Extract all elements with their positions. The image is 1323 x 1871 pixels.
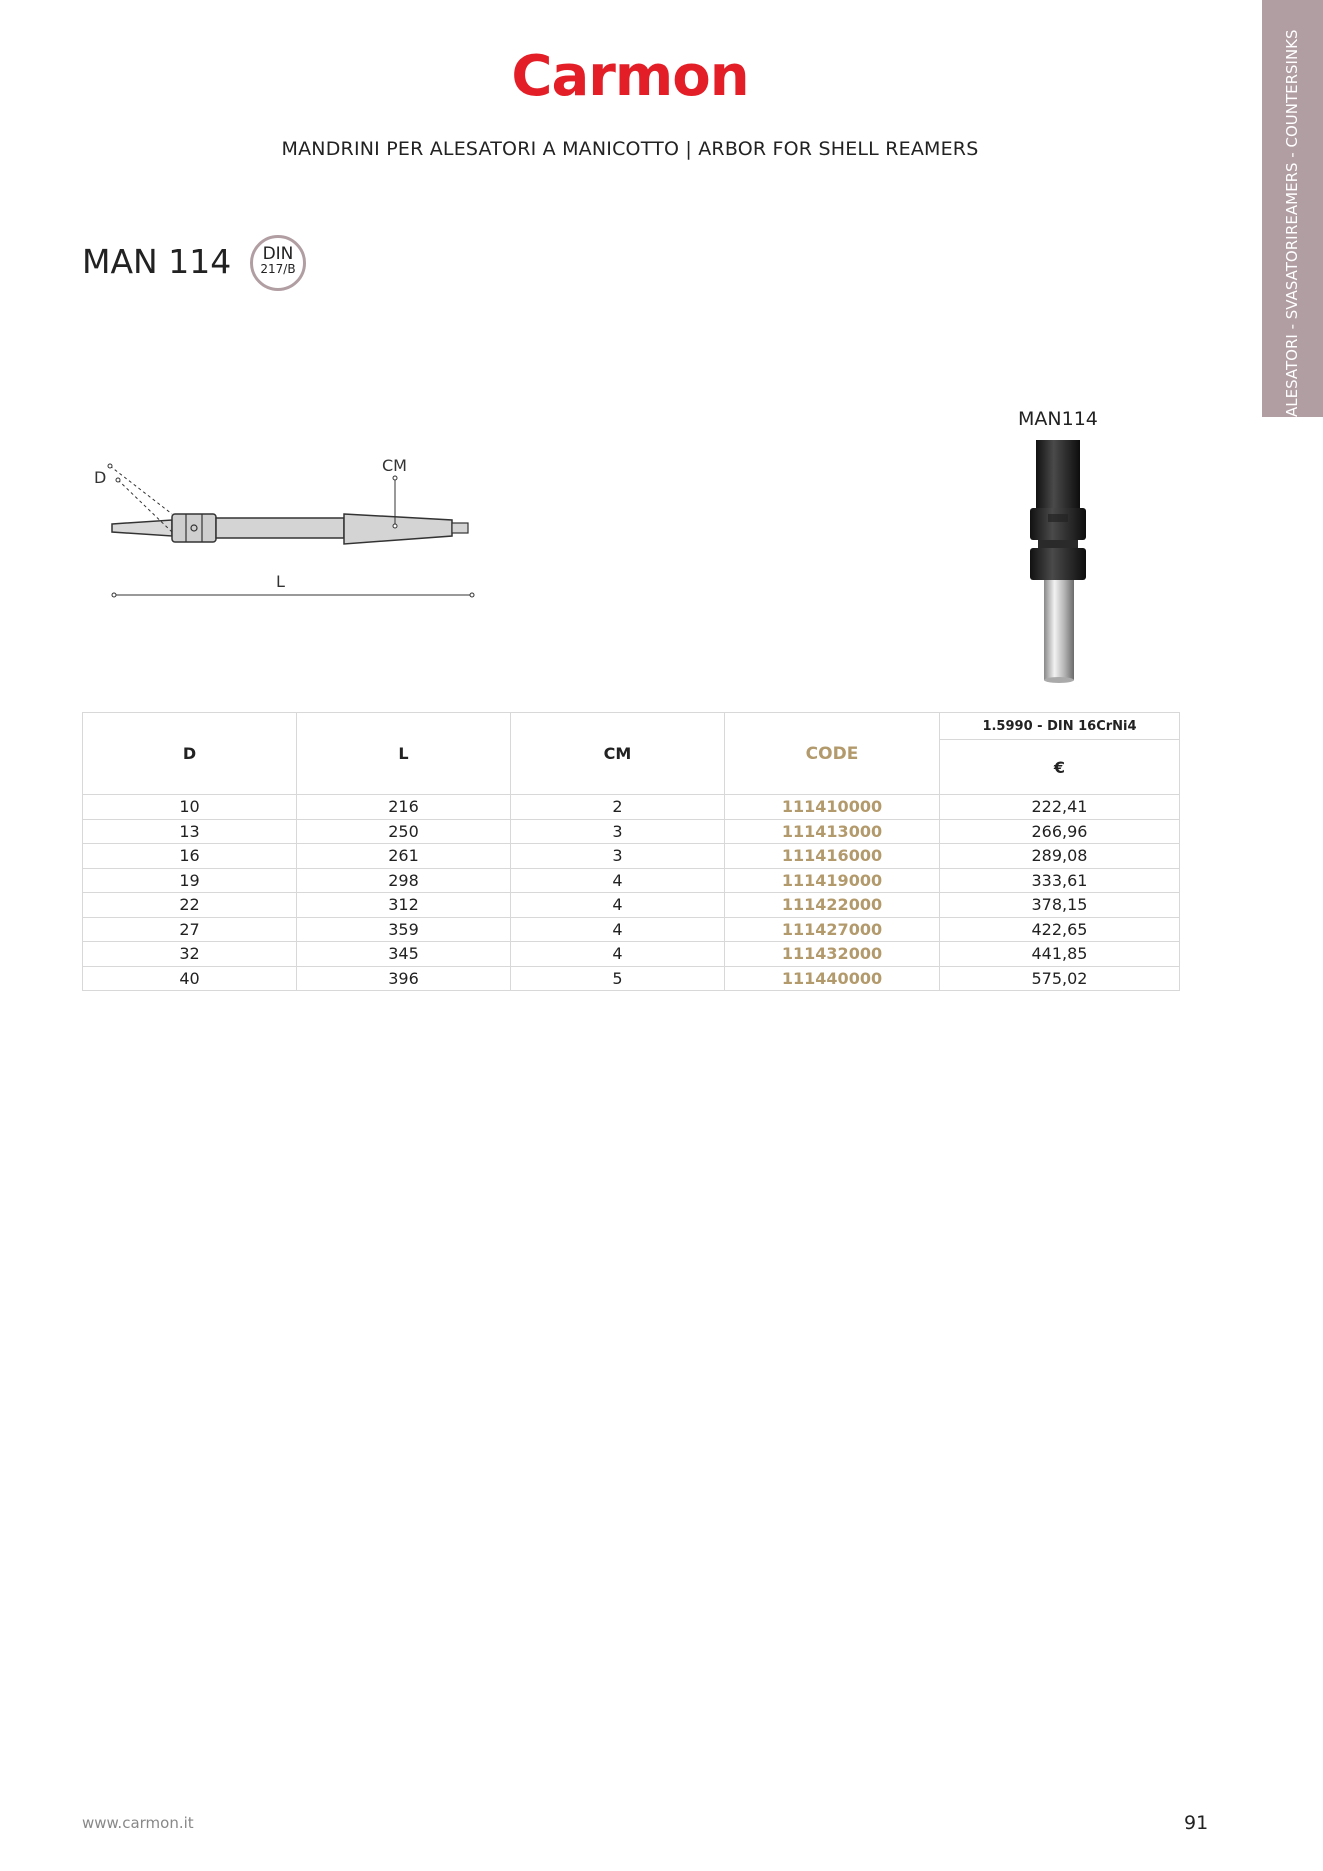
cell-code: 111422000: [725, 893, 940, 918]
din-badge-line2: 217/B: [260, 262, 296, 276]
cell-d: 40: [83, 966, 297, 991]
drawing-label-cm: CM: [382, 456, 407, 475]
din-badge-line1: DIN: [262, 244, 294, 264]
cell-cm: 5: [511, 966, 725, 991]
carmon-logo: Carmon: [511, 44, 749, 109]
cell-code: 111419000: [725, 868, 940, 893]
table-row: [83, 795, 1180, 820]
drawing-label-d: D: [94, 468, 107, 487]
din-standard-badge: [250, 235, 306, 291]
cell-d: 32: [83, 942, 297, 967]
photo-label: MAN114: [1018, 408, 1098, 430]
cell-price: 575,02: [940, 966, 1180, 991]
cell-cm: 4: [511, 942, 725, 967]
product-title: MAN 114: [82, 242, 232, 281]
cell-price: 378,15: [940, 893, 1180, 918]
page-number: 91: [1184, 1812, 1209, 1834]
cell-cm: 2: [511, 795, 725, 820]
cell-price: 222,41: [940, 795, 1180, 820]
cell-price: 333,61: [940, 868, 1180, 893]
drawing-label-l: L: [276, 572, 285, 591]
col-header-code: CODE: [725, 713, 940, 795]
cell-code: 111416000: [725, 844, 940, 869]
cell-code: 111432000: [725, 942, 940, 967]
cell-cm: 3: [511, 819, 725, 844]
cell-price: 266,96: [940, 819, 1180, 844]
cell-code: 111413000: [725, 819, 940, 844]
table-row: [83, 819, 1180, 844]
cell-code: 111440000: [725, 966, 940, 991]
table-row: [83, 942, 1180, 967]
cell-l: 345: [297, 942, 511, 967]
cell-code: 111427000: [725, 917, 940, 942]
side-tab-label-it: ALESATORI - SVASATORI: [1283, 235, 1301, 417]
cell-d: 22: [83, 893, 297, 918]
table-row: [83, 893, 1180, 918]
specification-table: [82, 712, 1180, 991]
col-header-material: 1.5990 - DIN 16CrNi4: [940, 713, 1180, 740]
cell-cm: 4: [511, 868, 725, 893]
cell-l: 312: [297, 893, 511, 918]
table-row: [83, 868, 1180, 893]
cell-l: 298: [297, 868, 511, 893]
table-row: [83, 966, 1180, 991]
cell-cm: 4: [511, 917, 725, 942]
cell-l: 216: [297, 795, 511, 820]
cell-d: 13: [83, 819, 297, 844]
cell-d: 19: [83, 868, 297, 893]
cell-d: 16: [83, 844, 297, 869]
col-header-d: D: [83, 713, 297, 795]
arbor-technical-drawing: [92, 452, 492, 612]
cell-d: 27: [83, 917, 297, 942]
arbor-product-photo: [1018, 440, 1098, 690]
cell-l: 261: [297, 844, 511, 869]
cell-l: 359: [297, 917, 511, 942]
cell-code: 111410000: [725, 795, 940, 820]
cell-price: 441,85: [940, 942, 1180, 967]
table-row: [83, 844, 1180, 869]
cell-l: 250: [297, 819, 511, 844]
col-header-currency: €: [940, 740, 1180, 795]
page-subtitle: MANDRINI PER ALESATORI A MANICOTTO | ARBOR FOR SHELL REAMERS: [281, 138, 979, 160]
side-section-tab[interactable]: [1262, 0, 1323, 417]
cell-d: 10: [83, 795, 297, 820]
side-tab-label-en: REAMERS - COUNTERSINKS: [1283, 29, 1301, 236]
cell-price: 289,08: [940, 844, 1180, 869]
cell-price: 422,65: [940, 917, 1180, 942]
col-header-cm: CM: [511, 713, 725, 795]
footer-website-link[interactable]: www.carmon.it: [82, 1814, 194, 1832]
col-header-l: L: [297, 713, 511, 795]
cell-cm: 4: [511, 893, 725, 918]
cell-l: 396: [297, 966, 511, 991]
table-row: [83, 917, 1180, 942]
cell-cm: 3: [511, 844, 725, 869]
